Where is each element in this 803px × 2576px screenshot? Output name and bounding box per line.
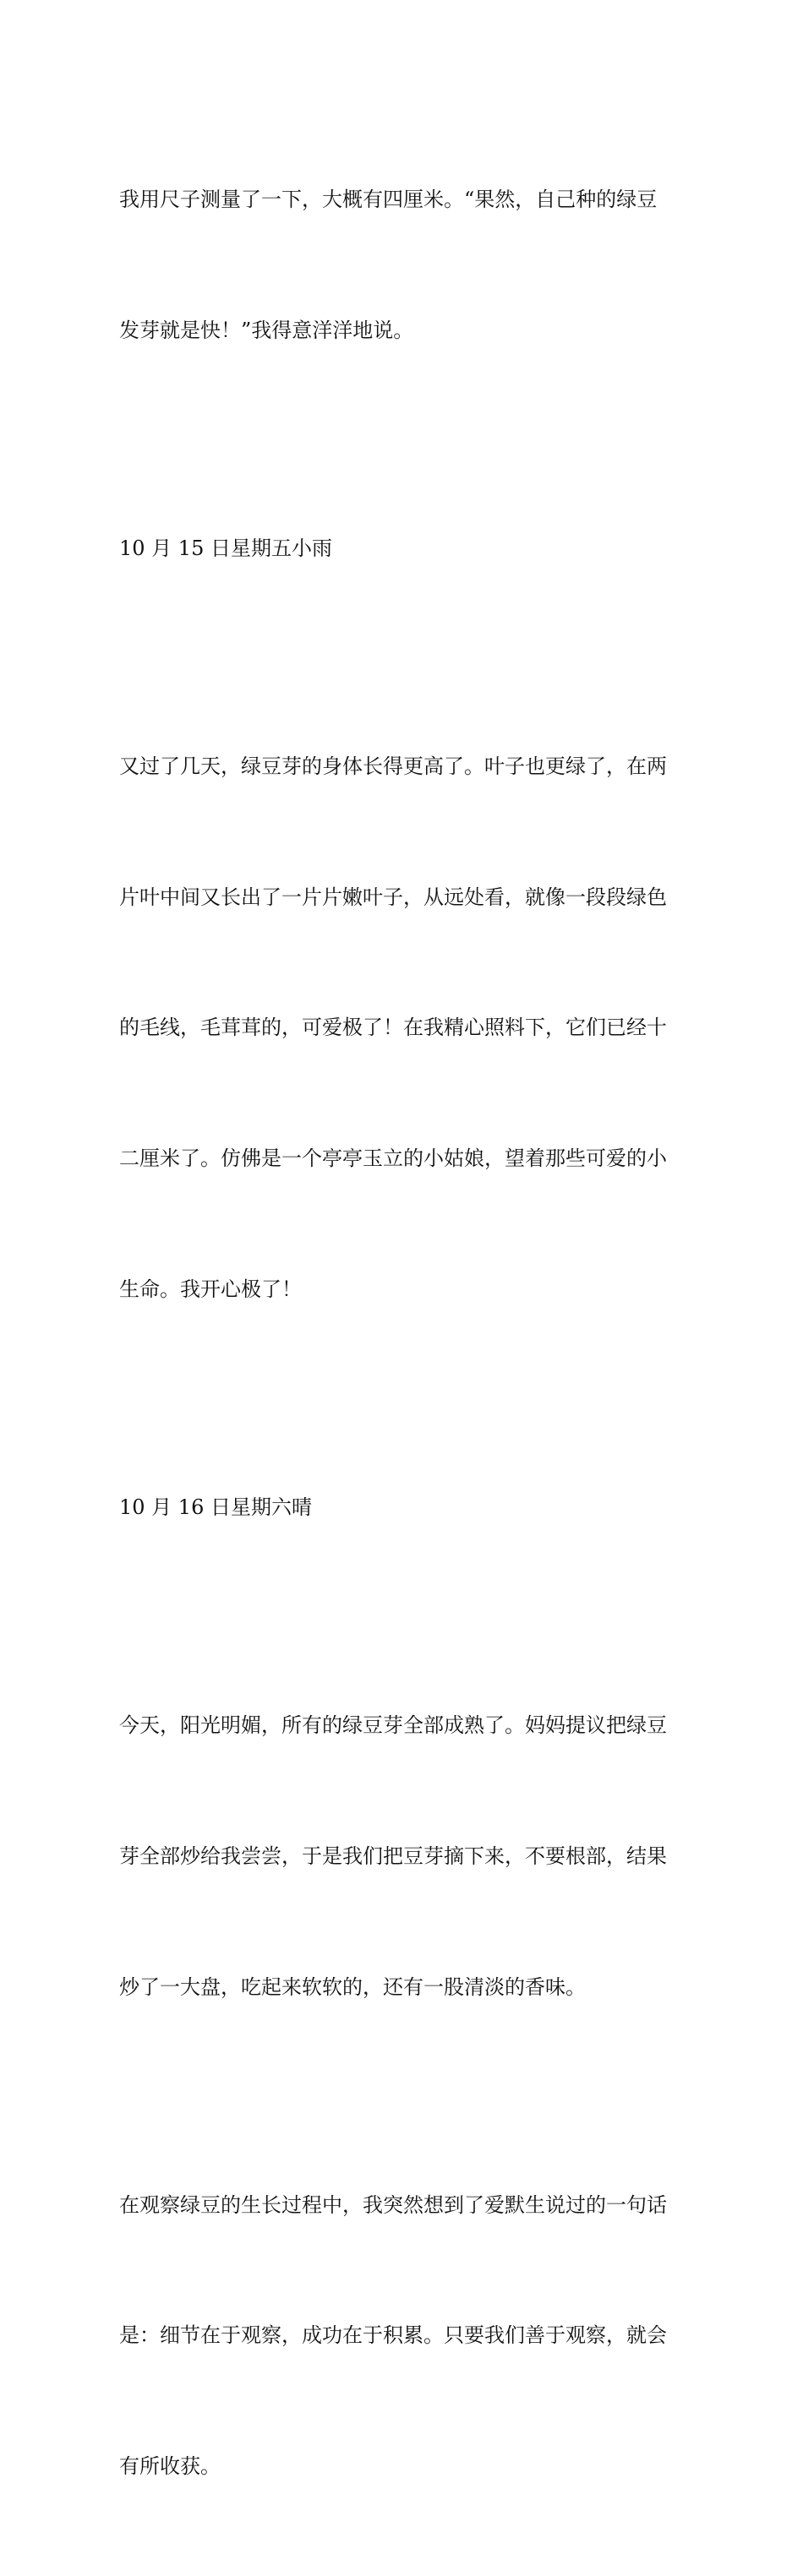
paragraph-reflection <box>119 2096 687 2576</box>
paragraph-bean-measurement <box>119 91 687 440</box>
paragraph-sprout-harvest <box>119 1617 687 2097</box>
text-line: 在观察绿豆的生长过程中，我突然想到了爱默生说过的一句话 <box>119 2192 667 2217</box>
paragraph-sprout-growth <box>119 658 687 1399</box>
text-line: 的毛线，毛茸茸的，可爱极了！在我精心照料下，它们已经十 <box>119 1016 667 1040</box>
text-line: 生命。我开心极了！ <box>119 1277 302 1302</box>
text-line: 有所收获。 <box>119 2454 221 2479</box>
date-heading: 10 月 16 日星期六晴 <box>119 1495 312 1519</box>
text-line: 发芽就是快！”我得意洋洋地说。 <box>119 318 414 342</box>
diary-date-oct-16 <box>119 1399 687 1617</box>
text-line: 又过了几天，绿豆芽的身体长得更高了。叶子也更绿了，在两 <box>119 754 667 778</box>
text-line: 炒了一大盘，吃起来软软的，还有一股清淡的香味。 <box>119 1974 586 1999</box>
document-body <box>119 91 687 2576</box>
diary-date-oct-15 <box>119 440 687 658</box>
text-line: 芽全部炒给我尝尝，于是我们把豆芽摘下来，不要根部，结果 <box>119 1844 667 1868</box>
text-line: 我用尺子测量了一下，大概有四厘米。“果然，自己种的绿豆 <box>119 188 658 212</box>
date-heading: 10 月 15 日星期五小雨 <box>119 536 332 560</box>
text-line: 片叶中间又长出了一片片嫩叶子，从远处看，就像一段段绿色 <box>119 885 667 909</box>
text-line: 今天，阳光明媚，所有的绿豆芽全部成熟了。妈妈提议把绿豆 <box>119 1713 667 1737</box>
text-line: 是：细节在于观察，成功在于积累。只要我们善于观察，就会 <box>119 2323 667 2348</box>
text-line: 二厘米了。仿佛是一个亭亭玉立的小姑娘，望着那些可爱的小 <box>119 1146 667 1171</box>
